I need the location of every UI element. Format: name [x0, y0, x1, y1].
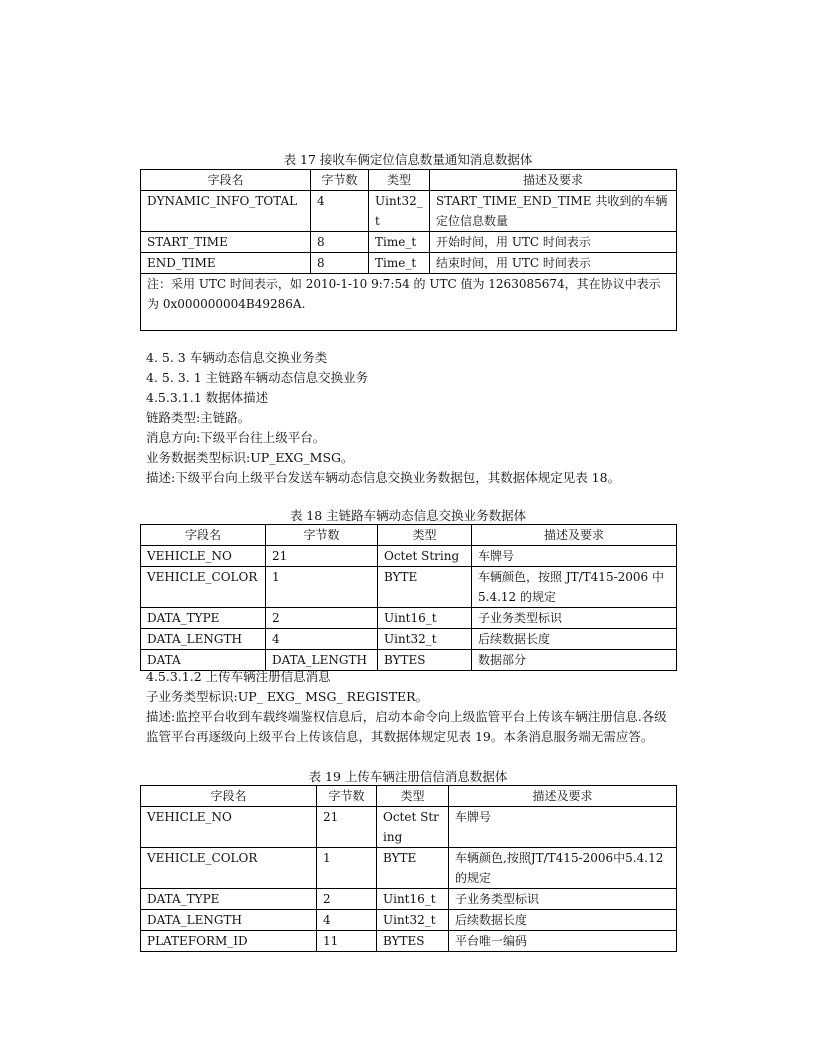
cell-field-name: VEHICLE_NO [141, 546, 266, 567]
header-description: 描述及要求 [430, 170, 677, 191]
table-row [141, 629, 677, 650]
cell-description: 平台唯一编码 [449, 931, 677, 952]
heading-4-5-3-1-2: 4.5.3.1.2 上传车辆注册信息消息 [146, 669, 331, 684]
cell-bytes: 21 [266, 546, 378, 567]
cell-bytes: 2 [266, 608, 378, 629]
table-row [141, 191, 677, 232]
heading-4-5-3-1-1: 4.5.3.1.1 数据体描述 [146, 390, 269, 405]
header-description: 描述及要求 [449, 786, 677, 807]
cell-type: Octet String [377, 807, 449, 848]
cell-type: Uint32_t [369, 191, 430, 232]
table-row [141, 889, 677, 910]
cell-type: BYTES [378, 650, 472, 671]
cell-type: Uint16_t [378, 608, 472, 629]
table-row [141, 232, 677, 253]
cell-field-name: DATA [141, 650, 266, 671]
cell-bytes: 4 [317, 910, 377, 931]
table-header-row [141, 525, 677, 546]
table-row [141, 807, 677, 848]
table17-note: 注：采用 UTC 时间表示，如 2010-1-10 9:7:54 的 UTC 值为 1263085674，其在协议中表示为 0x000000004B49286A. [141, 274, 677, 331]
table-row [141, 546, 677, 567]
cell-bytes: 1 [266, 567, 378, 608]
cell-field-name: VEHICLE_COLOR [141, 567, 266, 608]
message-direction-line: 消息方向:下级平台往上级平台。 [146, 430, 326, 445]
cell-field-name: START_TIME [141, 232, 311, 253]
cell-type: BYTE [378, 567, 472, 608]
cell-field-name: PLATEFORM_ID [141, 931, 317, 952]
cell-field-name: DATA_LENGTH [141, 629, 266, 650]
cell-description: 结束时间，用 UTC 时间表示 [430, 253, 677, 274]
header-type: 类型 [369, 170, 430, 191]
cell-type: Uint32_t [377, 910, 449, 931]
cell-bytes: 8 [311, 253, 369, 274]
cell-description: 车辆颜色，按照 JT/T415-2006 中 5.4.12 的规定 [472, 567, 677, 608]
cell-field-name: VEHICLE_NO [141, 807, 317, 848]
table19-caption: 表 19 上传车辆注册信信消息数据体 [308, 769, 508, 784]
cell-bytes: 11 [317, 931, 377, 952]
cell-field-name: DYNAMIC_INFO_TOTAL [141, 191, 311, 232]
cell-field-name: DATA_TYPE [141, 889, 317, 910]
cell-bytes: 4 [311, 191, 369, 232]
cell-description: 后续数据长度 [472, 629, 677, 650]
table-header-row [141, 786, 677, 807]
cell-description: START_TIME_END_TIME 共收到的车辆定位信息数量 [430, 191, 677, 232]
cell-bytes: 4 [266, 629, 378, 650]
table17 [140, 169, 677, 331]
table-row [141, 253, 677, 274]
table-row [141, 848, 677, 889]
cell-type: Uint32_t [378, 629, 472, 650]
table-note-row [141, 274, 677, 331]
cell-type: Octet String [378, 546, 472, 567]
table-header-row [141, 170, 677, 191]
header-bytes: 字节数 [317, 786, 377, 807]
heading-4-5-3-1: 4. 5. 3. 1 主链路车辆动态信息交换业务 [146, 370, 369, 385]
header-type: 类型 [378, 525, 472, 546]
cell-type: BYTE [377, 848, 449, 889]
cell-description: 车牌号 [472, 546, 677, 567]
cell-field-name: DATA_LENGTH [141, 910, 317, 931]
header-field-name: 字段名 [141, 525, 266, 546]
table-row [141, 608, 677, 629]
cell-bytes: 2 [317, 889, 377, 910]
table17-caption: 表 17 接收车俩定位信息数量通知消息数据体 [283, 152, 533, 167]
cell-field-name: DATA_TYPE [141, 608, 266, 629]
section-4-5-3-1-2-text [146, 667, 678, 747]
header-field-name: 字段名 [141, 170, 311, 191]
cell-bytes: DATA_LENGTH [266, 650, 378, 671]
cell-description: 数据部分 [472, 650, 677, 671]
cell-description: 车牌号 [449, 807, 677, 848]
description-line: 描述:下级平台向上级平台发送车辆动态信息交换业务数据包，其数据体规定见表 18。 [146, 470, 621, 485]
cell-bytes: 1 [317, 848, 377, 889]
cell-description: 子业务类型标识 [449, 889, 677, 910]
cell-field-name: END_TIME [141, 253, 311, 274]
table-row [141, 567, 677, 608]
header-description: 描述及要求 [472, 525, 677, 546]
cell-type: Time_t [369, 253, 430, 274]
header-type: 类型 [377, 786, 449, 807]
table18 [140, 524, 677, 671]
cell-bytes: 21 [317, 807, 377, 848]
cell-type: Uint16_t [377, 889, 449, 910]
cell-description: 子业务类型标识 [472, 608, 677, 629]
cell-type: BYTES [377, 931, 449, 952]
link-type-line: 链路类型:主链路。 [146, 410, 251, 425]
table-row [141, 931, 677, 952]
header-bytes: 字节数 [266, 525, 378, 546]
cell-field-name: VEHICLE_COLOR [141, 848, 317, 889]
table19 [140, 785, 677, 952]
cell-type: Time_t [369, 232, 430, 253]
cell-bytes: 8 [311, 232, 369, 253]
section-4-5-3-text [146, 348, 678, 488]
cell-description: 后续数据长度 [449, 910, 677, 931]
cell-description: 车辆颜色,按照JT/T415-2006中5.4.12的规定 [449, 848, 677, 889]
table18-caption: 表 18 主链路车辆动态信息交换业务数据体 [289, 508, 527, 523]
description-paragraph: 描述:监控平台收到车载终端鉴权信息后，启动本命令向上级监管平台上传该车辆注册信息.各级监管平台再逐级向上级平台上传该信息，其数据体规定见表 19。本条消息服务端无需应答。 [146, 709, 667, 744]
data-type-id-line: 业务数据类型标识:UP_EXG_MSG。 [146, 450, 354, 465]
header-field-name: 字段名 [141, 786, 317, 807]
cell-description: 开始时间，用 UTC 时间表示 [430, 232, 677, 253]
sub-type-id-line: 子业务类型标识:UP_ EXG_ MSG_ REGISTER。 [146, 689, 429, 704]
header-bytes: 字节数 [311, 170, 369, 191]
table-row [141, 910, 677, 931]
heading-4-5-3: 4. 5. 3 车辆动态信息交换业务类 [146, 350, 328, 365]
